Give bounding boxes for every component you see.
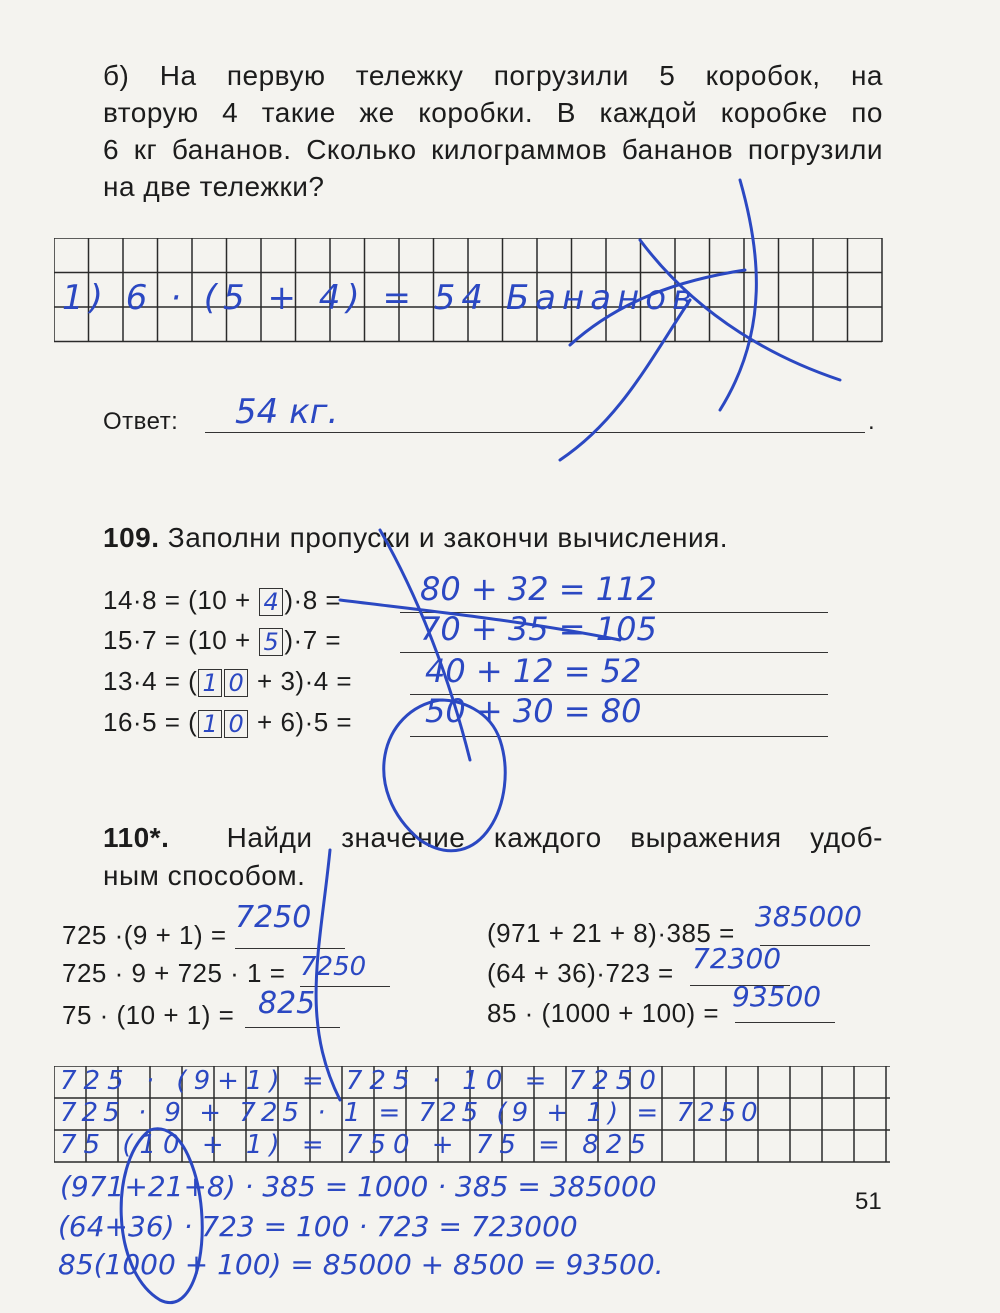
below-row-1: (971+21+8) · 385 = 1000 · 385 = 385000: [60, 1170, 657, 1203]
problem-109-row: [103, 707, 352, 738]
problem-b-line-4: на две тележки?: [103, 171, 325, 202]
answer-box: [259, 628, 283, 656]
problem-109-header: [103, 522, 728, 554]
expr-left-1: 725 ·(9 + 1) =: [62, 920, 227, 950]
row-right: + 6)·5 =: [249, 707, 353, 737]
expr-right-3-hand: 93500: [732, 980, 822, 1013]
row-handwritten: 80 + 32 = 112: [420, 570, 657, 608]
expr-left-3: 75 · (10 + 1) =: [62, 1000, 235, 1030]
answer-line-b: [205, 432, 865, 433]
row-handwritten: 40 + 12 = 52: [425, 652, 642, 690]
expr-right-1-hand: 385000: [755, 900, 862, 933]
answer-line: [410, 736, 828, 737]
box-digit: 5: [263, 628, 280, 657]
answer-box: [224, 710, 248, 738]
box-digit: 1: [202, 669, 219, 698]
answer-label-b: Ответ:: [103, 408, 179, 435]
grid-110-row-1: 725 · (9+1) = 725 · 10 = 7250: [60, 1066, 663, 1096]
expr-right-3: 85 · (1000 + 100) =: [487, 998, 720, 1028]
problem-110-line-1: [103, 822, 883, 854]
expr-right-2-hand: 72300: [692, 942, 782, 975]
expr-right-1: (971 + 21 + 8)·385 =: [487, 918, 735, 948]
expr-right-2: (64 + 36)·723 =: [487, 958, 674, 988]
row-right: + 3)·4 =: [249, 666, 353, 696]
box-digit: 1: [202, 710, 219, 739]
problem-109-number: 109.: [103, 522, 160, 553]
page-number: 51: [855, 1188, 882, 1215]
problem-109-row: [103, 666, 352, 697]
row-left: 14·8 = (10 +: [103, 585, 251, 615]
solution-b-handwritten: 1) 6 · (5 + 4) = 54 Бананов: [62, 278, 699, 318]
answer-b-handwritten: 54 кг.: [235, 392, 339, 432]
problem-b-line-2: вторую 4 такие же коробки. В каждой коробке по: [103, 97, 883, 128]
box-digit: 0: [228, 710, 245, 739]
problem-109-row: [103, 625, 341, 656]
row-right: )·7 =: [284, 625, 342, 655]
expr-left-2-hand: 7250: [300, 952, 367, 982]
row-left: 15·7 = (10 +: [103, 625, 251, 655]
answer-box: [198, 669, 222, 697]
answer-line: [735, 1022, 835, 1023]
answer-box: [198, 710, 222, 738]
answer-line: [245, 1027, 340, 1028]
answer-box: [259, 588, 283, 616]
row-left: 16·5 = (: [103, 707, 198, 737]
answer-line: [235, 948, 345, 949]
expr-left-1-hand: 7250: [235, 900, 312, 935]
answer-period: .: [868, 408, 876, 435]
problem-109-text: Заполни пропуски и закончи вычисления.: [167, 522, 729, 553]
problem-110-text: Найди значение каждого выражения удоб-: [226, 822, 883, 853]
expr-left-3-hand: 825: [258, 986, 316, 1021]
problem-b-line-1: б) На первую тележку погрузили 5 коробок, на: [103, 60, 883, 91]
problem-110-number: 110*.: [103, 822, 170, 853]
problem-110-line-2: ным способом.: [103, 860, 306, 891]
problem-b-line-3: 6 кг бананов. Сколько килограммов бананов погрузили: [103, 134, 883, 165]
row-handwritten: 70 + 35 = 105: [420, 610, 657, 648]
below-row-3: 85(1000 + 100) = 85000 + 8500 = 93500.: [58, 1248, 664, 1281]
grid-110-row-2: 725 · 9 + 725 · 1 = 725 (9 + 1) = 7250: [60, 1098, 763, 1128]
row-handwritten: 50 + 30 = 80: [425, 692, 642, 730]
box-digit: 4: [263, 588, 280, 617]
box-digit: 0: [228, 669, 245, 698]
answer-box: [224, 669, 248, 697]
problem-109-row: [103, 585, 341, 616]
row-left: 13·4 = (: [103, 666, 198, 696]
grid-110-row-3: 75 (10 + 1) = 750 + 75 = 825: [60, 1130, 653, 1160]
expr-left-2: 725 · 9 + 725 · 1 =: [62, 958, 286, 988]
row-right: )·8 =: [284, 585, 342, 615]
below-row-2: (64+36) · 723 = 100 · 723 = 723000: [58, 1210, 578, 1243]
